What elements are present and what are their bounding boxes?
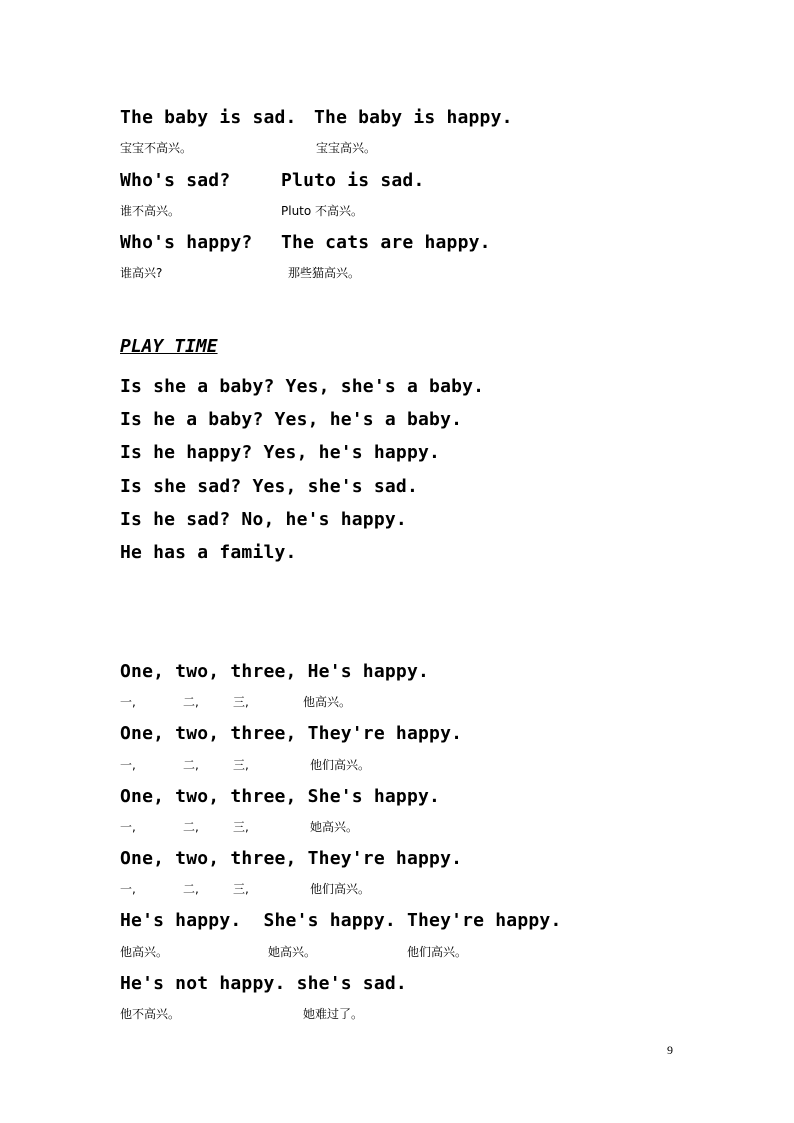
chant-translation-meaning: 他们高兴。 xyxy=(310,882,371,896)
chant-translation-one: 一, xyxy=(120,882,136,896)
translation-whos-happy: 谁高兴? xyxy=(120,266,163,280)
play-time-line: Is she a baby? Yes, she's a baby. xyxy=(120,376,485,397)
chant-translation-meaning: 他高兴。 xyxy=(303,695,352,709)
play-time-line: Is she sad? Yes, she's sad. xyxy=(120,476,418,497)
play-time-line: Is he happy? Yes, he's happy. xyxy=(120,442,441,463)
play-time-line: Is he a baby? Yes, he's a baby. xyxy=(120,409,463,430)
sentence-baby-happy: The baby is happy. xyxy=(314,107,513,128)
final-line: He's not happy. she's sad. xyxy=(120,973,407,994)
chant-translation-two: 二, xyxy=(183,882,199,896)
play-time-line: Is he sad? No, he's happy. xyxy=(120,509,407,530)
final-translation-she: 她难过了。 xyxy=(303,1007,364,1021)
chant-translation-three: 三, xyxy=(233,882,249,896)
question-whos-happy: Who's happy? xyxy=(120,232,253,253)
translation-baby-sad: 宝宝不高兴。 xyxy=(120,141,193,155)
chant-translation-one: 一, xyxy=(120,695,136,709)
question-whos-sad: Who's sad? xyxy=(120,170,231,191)
answer-cats-happy: The cats are happy. xyxy=(281,232,491,253)
translation-pluto-sad: Pluto 不高兴。 xyxy=(281,204,364,218)
chant-translation-three: 三, xyxy=(233,695,249,709)
chant-translation-two: 二, xyxy=(183,820,199,834)
chant-translation-one: 一, xyxy=(120,758,136,772)
sentence-baby-sad: The baby is sad. xyxy=(120,107,297,128)
play-time-line: He has a family. xyxy=(120,542,297,563)
chant-translation-two: 二, xyxy=(183,695,199,709)
summary-translation-he: 他高兴。 xyxy=(120,945,169,959)
answer-pluto-sad: Pluto is sad. xyxy=(281,170,425,191)
chant-translation-two: 二, xyxy=(183,758,199,772)
summary-translation-they: 他们高兴。 xyxy=(407,945,468,959)
chant-line: One, two, three, They're happy. xyxy=(120,723,463,744)
summary-line: He's happy. She's happy. They're happy. xyxy=(120,910,562,931)
section-heading-play-time: PLAY TIME xyxy=(120,336,218,357)
chant-translation-one: 一, xyxy=(120,820,136,834)
chant-translation-three: 三, xyxy=(233,820,249,834)
translation-cats-happy: 那些猫高兴。 xyxy=(288,266,361,280)
chant-translation-meaning: 他们高兴。 xyxy=(310,758,371,772)
translation-baby-happy: 宝宝高兴。 xyxy=(316,141,377,155)
chant-line: One, two, three, They're happy. xyxy=(120,848,463,869)
final-translation-he: 他不高兴。 xyxy=(120,1007,181,1021)
chant-translation-meaning: 她高兴。 xyxy=(310,820,359,834)
page-number: 9 xyxy=(667,1043,673,1057)
chant-translation-three: 三, xyxy=(233,758,249,772)
translation-whos-sad: 谁不高兴。 xyxy=(120,204,181,218)
chant-line: One, two, three, She's happy. xyxy=(120,786,441,807)
chant-line: One, two, three, He's happy. xyxy=(120,661,430,682)
summary-translation-she: 她高兴。 xyxy=(268,945,317,959)
